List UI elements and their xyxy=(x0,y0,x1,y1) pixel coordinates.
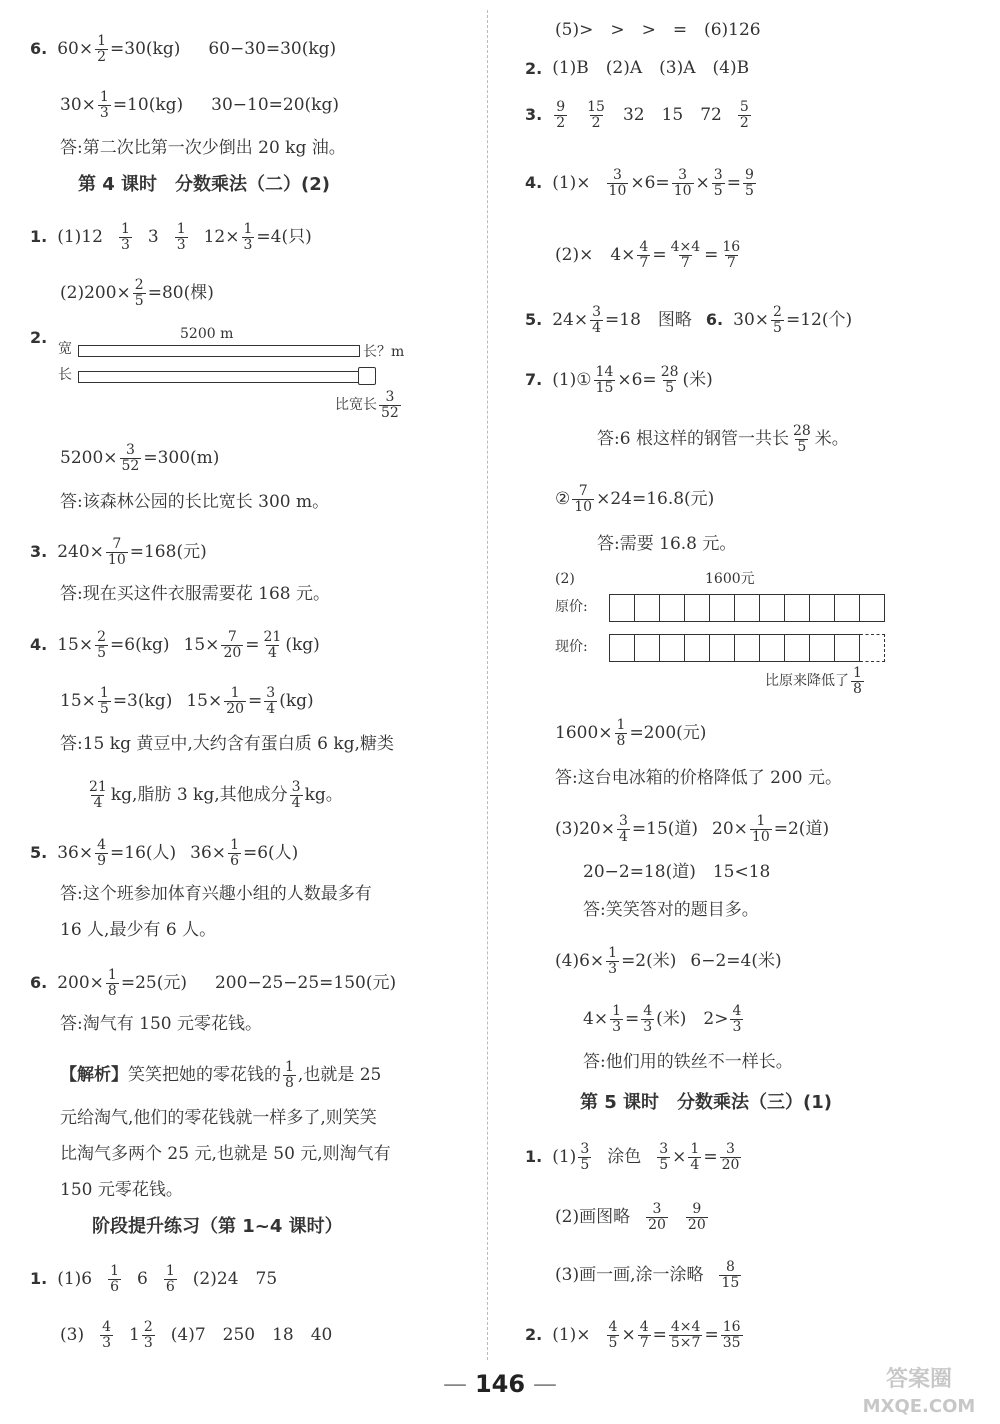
answer-r7-result5: 答:他们用的铁丝不一样长。 xyxy=(583,1052,793,1072)
watermark-logo-icon xyxy=(844,1360,994,1420)
watermark-text: MXQE.COM xyxy=(862,1396,976,1417)
left-column xyxy=(30,0,470,1424)
diagram-top-label: 5200 m xyxy=(180,326,234,342)
analysis-line2: 元给淘气,他们的零花钱就一样多了,则笑笑 xyxy=(60,1108,377,1128)
answer-6-line2: 30× $\frac{1}{3}$ =10(kg) 30−10=20(kg) xyxy=(60,89,339,121)
answer-4-line1: 4. 15× $\frac{2}{5}$ =6(kg) 15× $\frac{7}{20}$ = $\frac{21}{4}$ (kg) xyxy=(30,629,320,661)
analysis-line3: 比淘气多两个 25 元,也就是 50 元,则淘气有 xyxy=(60,1144,391,1164)
diagram-length-question: 长？m xyxy=(363,344,405,360)
answer-r7-line1: 7. (1)① $\frac{14}{15}$ ×6= $\frac{28}{5}$ (米) xyxy=(525,364,713,396)
answer-6b-calc: 6. 200× $\frac{1}{8}$ =25(元) 200−25−25=150(元) xyxy=(30,967,397,999)
answer-r7-calc: 1600× $\frac{1}{8}$ =200(元) xyxy=(555,717,707,749)
answer-r7-line2: ② $\frac{7}{10}$ ×24=16.8(元) xyxy=(555,483,715,515)
diagram2-top-label: 1600元 xyxy=(705,571,755,587)
answer-1-line1: 1. (1)12 $\frac{1}{3}$ 3 $\frac{1}{3}$ 12× $\frac{1}{3}$ =4(只) xyxy=(30,221,312,253)
answer-r2: 2. (1)B (2)A (3)A (4)B xyxy=(525,58,750,78)
page-number: — 146 — xyxy=(442,1370,558,1398)
right-column xyxy=(525,0,975,1424)
answer-6b-result: 答:淘气有 150 元零花钱。 xyxy=(60,1014,262,1034)
answer-t2-line1: 2. (1)× $\frac{4}{5}$ × $\frac{4}{7}$ = $\frac{4\times 4}{5\times 7}$ = $\frac{16}{35}$ xyxy=(525,1319,741,1351)
answer-5-calc: 5. 36× $\frac{4}{9}$ =16(人) 36× $\frac{1}{6}$ =6(人) xyxy=(30,837,299,869)
answer-3-result: 答:现在买这件衣服需要花 168 元。 xyxy=(60,584,330,604)
answer-4-result-line1: 答:15 kg 黄豆中,大约含有蛋白质 6 kg,糖类 xyxy=(60,734,394,754)
diagram-kuan-label: 宽 xyxy=(58,341,72,357)
answer-2-result: 答:该森林公园的长比宽长 300 m。 xyxy=(60,492,330,512)
answer-r7-result3: 答:这台电冰箱的价格降低了 200 元。 xyxy=(555,768,842,788)
answer-6-line1: 6. 60× $\frac{1}{2}$ =30(kg) 60−30=30(kg) xyxy=(30,33,337,65)
answer-r7-line6: 4× $\frac{1}{3}$ = $\frac{4}{3}$ (米) 2> $\frac{4}{3}$ xyxy=(583,1003,742,1035)
answer-t1-line3: (3)画一画,涂一涂略 $\frac{8}{15}$ xyxy=(555,1259,740,1291)
diagram2-current-bar xyxy=(609,634,885,662)
answer-r7-line5: (4)6× $\frac{1}{3}$ =2(米) 6−2=4(米) xyxy=(555,945,782,977)
diagram-chang-label: 长 xyxy=(58,367,72,383)
answer-t1-line1: 1. (1) $\frac{3}{5}$ 涂色 $\frac{3}{5}$ × $\frac{1}{4}$ = $\frac{3}{20}$ xyxy=(525,1141,740,1173)
answer-r7-result4: 答:笑笑答对的题目多。 xyxy=(583,900,759,920)
diagram-extra-segment xyxy=(358,367,376,385)
answer-r3: 3. $\frac{9}{2}$ $\frac{15}{2}$ 32 15 72 $\frac{5}{2}$ xyxy=(525,99,749,131)
diagram2-original-label: 原价: xyxy=(555,599,588,615)
diagram-width-bar xyxy=(78,345,360,357)
answer-r4-line2: (2)× 4× $\frac{4}{7}$ = $\frac{4\times 4}{7}$ = $\frac{16}{7}$ xyxy=(555,239,741,271)
stage-answer-1-line1: 1. (1)6 $\frac{1}{6}$ 6 $\frac{1}{6}$ (2)24 75 xyxy=(30,1263,278,1295)
diagram2-current-label: 现价: xyxy=(555,639,588,655)
stage-answer-1-line2: (3) $\frac{4}{3}$ 1 $\frac{2}{3}$ (4)7 250 18 40 xyxy=(60,1319,333,1351)
answer-r7-result2: 答:需要 16.8 元。 xyxy=(597,534,737,554)
answer-1-line2: (2)200× $\frac{2}{5}$ =80(棵) xyxy=(60,277,214,309)
section-title-lesson5: 第 5 课时 分数乘法（三）(1) xyxy=(580,1092,833,1113)
analysis-line1: 【解析】 笑笑把她的零花钱的 $\frac{1}{8}$ ,也就是 25 xyxy=(60,1059,382,1091)
answer-5-result-line1: 答:这个班参加体育兴趣小组的人数最多有 xyxy=(60,884,372,904)
diagram-length-bar xyxy=(78,371,360,383)
answer-r7-line3: (3)20× $\frac{3}{4}$ =15(道) 20× $\frac{1}{10}$ =2(道) xyxy=(555,813,830,845)
answer-r4-line1: 4. (1)× $\frac{3}{10}$ ×6= $\frac{3}{10}$ × $\frac{3}{5}$ = $\frac{9}{5}$ xyxy=(525,167,754,199)
answer-2-calc: 5200× $\frac{3}{52}$ =300(m) xyxy=(60,442,220,474)
answer-r5-r6: 5. 24× $\frac{3}{4}$ =18 图略 6. 30× $\frac{2}{5}$ =12(个) xyxy=(525,304,853,336)
answer-4-result-line2: $\frac{21}{4}$ kg,脂肪 3 kg,其他成分 $\frac{3}{4}$ kg。 xyxy=(89,779,343,811)
watermark-cn-text: 答案圈 xyxy=(885,1367,953,1392)
answer-r0: (5)> > > = (6)126 xyxy=(555,20,761,40)
answer-t1-line2: (2)画图略 $\frac{3}{20}$ $\frac{9}{20}$ xyxy=(555,1201,706,1233)
answer-r7-line4: 20−2=18(道) 15<18 xyxy=(583,862,771,882)
answer-4-line2: 15× $\frac{1}{5}$ =3(kg) 15× $\frac{1}{20}$ = $\frac{3}{4}$ (kg) xyxy=(60,685,314,717)
answer-6-result: 答:第二次比第一次少倒出 20 kg 油。 xyxy=(60,138,346,158)
answer-2-number: 2. xyxy=(30,328,48,347)
diagram2-label: (2) xyxy=(555,571,575,587)
analysis-line4: 150 元零花钱。 xyxy=(60,1180,183,1200)
section-title-stage: 阶段提升练习（第 1~4 课时） xyxy=(92,1216,343,1237)
diagram-note: 比宽长 $\frac{3}{52}$ xyxy=(335,389,399,421)
section-title-lesson4: 第 4 课时 分数乘法（二）(2) xyxy=(78,174,331,195)
column-divider xyxy=(487,10,488,1360)
answer-5-result-line2: 16 人,最少有 6 人。 xyxy=(60,920,217,940)
diagram2-note: 比原来降低了 $\frac{1}{8}$ xyxy=(765,665,862,697)
answer-r7-result1: 答:6 根这样的钢管一共长 $\frac{28}{5}$ 米。 xyxy=(597,423,849,455)
answer-3-calc: 3. 240× $\frac{7}{10}$ =168(元) xyxy=(30,536,207,568)
diagram2-original-bar xyxy=(609,594,885,622)
